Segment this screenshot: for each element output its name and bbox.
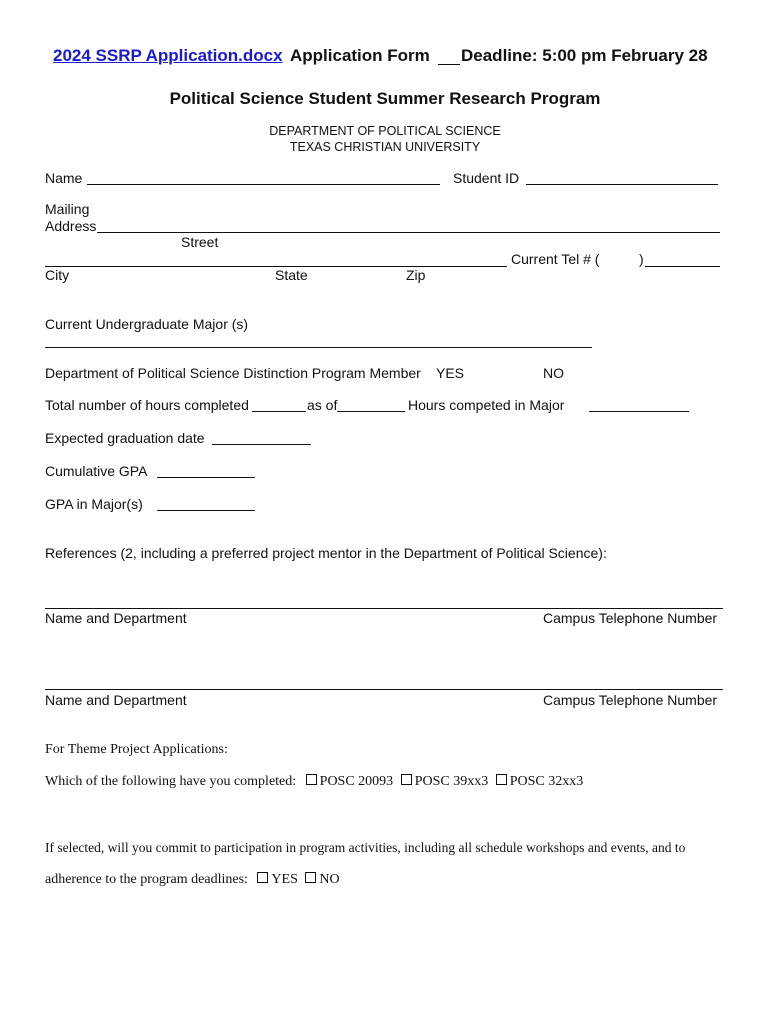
street-label: Street xyxy=(181,234,219,250)
reference-1-phone-label: Campus Telephone Number xyxy=(543,610,718,626)
student-id-field[interactable] xyxy=(526,184,718,185)
references-intro: References (2, including a preferred project mentor in the Department of Political Science): xyxy=(45,545,607,561)
hours-major-label: Hours competed in Major xyxy=(408,397,565,413)
checkbox-icon[interactable] xyxy=(257,872,268,883)
address-label: Address xyxy=(45,218,97,234)
total-hours-label: Total number of hours completed xyxy=(45,397,249,413)
grad-date-field[interactable] xyxy=(212,444,311,445)
reference-2-field[interactable] xyxy=(45,689,723,690)
posc-39xx3-option[interactable]: POSC 39xx3 xyxy=(401,774,492,789)
reference-2-phone-label: Campus Telephone Number xyxy=(543,692,718,708)
posc-20093-option[interactable]: POSC 20093 xyxy=(306,774,397,789)
document-link[interactable]: 2024 SSRP Application.docx xyxy=(53,46,283,65)
name-label: Name xyxy=(45,170,83,186)
checkbox-icon[interactable] xyxy=(306,774,317,785)
total-hours-field[interactable] xyxy=(252,411,306,412)
checkbox-icon[interactable] xyxy=(401,774,412,785)
major-field[interactable] xyxy=(45,347,592,348)
page-title: Political Science Student Summer Research Program xyxy=(169,89,601,108)
current-tel-label: Current Tel # ( xyxy=(511,251,600,267)
gpa-major-label: GPA in Major(s) xyxy=(45,496,143,512)
theme-question-row xyxy=(45,774,583,790)
reference-1-field[interactable] xyxy=(45,608,723,609)
gpa-major-field[interactable] xyxy=(157,510,255,511)
cumulative-gpa-field[interactable] xyxy=(157,477,255,478)
deadline: Deadline: 5:00 pm February 28 xyxy=(461,46,708,65)
current-tel-field[interactable] xyxy=(645,266,720,267)
theme-question: Which of the following have you completed: xyxy=(45,774,297,789)
reference-2-name-label: Name and Department xyxy=(45,692,187,708)
university-name: TEXAS CHRISTIAN UNIVERSITY xyxy=(289,140,481,154)
commit-question-line-1: If selected, will you commit to participation in program activities, including all schedule workshops and events, and to xyxy=(45,840,686,855)
commit-no-option[interactable]: NO xyxy=(305,872,339,887)
commit-yes-option[interactable]: YES xyxy=(257,872,301,887)
city-label: City xyxy=(45,267,70,283)
tel-close-paren: ) xyxy=(639,251,644,267)
address-field[interactable] xyxy=(97,232,720,233)
grad-date-label: Expected graduation date xyxy=(45,430,205,446)
checkbox-icon[interactable] xyxy=(496,774,507,785)
checkbox-icon[interactable] xyxy=(305,872,316,883)
cumulative-gpa-label: Cumulative GPA xyxy=(45,463,148,479)
mailing-label: Mailing xyxy=(45,201,90,217)
department-name: DEPARTMENT OF POLITICAL SCIENCE xyxy=(269,124,501,138)
as-of-label: as of xyxy=(307,397,338,413)
header-underline xyxy=(438,64,460,65)
state-label: State xyxy=(275,267,308,283)
student-id-label: Student ID xyxy=(453,170,520,186)
as-of-field[interactable] xyxy=(337,411,405,412)
commit-row xyxy=(45,872,340,888)
commit-question-line-2: adherence to the program deadlines: xyxy=(45,872,248,887)
zip-label: Zip xyxy=(406,267,426,283)
theme-heading: For Theme Project Applications: xyxy=(45,742,228,757)
form-label: Application Form xyxy=(290,46,430,65)
distinction-yes[interactable]: YES xyxy=(436,365,465,381)
hours-major-field[interactable] xyxy=(589,411,689,412)
posc-32xx3-option[interactable]: POSC 32xx3 xyxy=(496,774,584,789)
distinction-no[interactable]: NO xyxy=(543,365,564,381)
major-label: Current Undergraduate Major (s) xyxy=(45,316,249,332)
distinction-label: Department of Political Science Distinction Program Member xyxy=(45,365,421,381)
name-field[interactable] xyxy=(87,184,440,185)
reference-1-name-label: Name and Department xyxy=(45,610,187,626)
